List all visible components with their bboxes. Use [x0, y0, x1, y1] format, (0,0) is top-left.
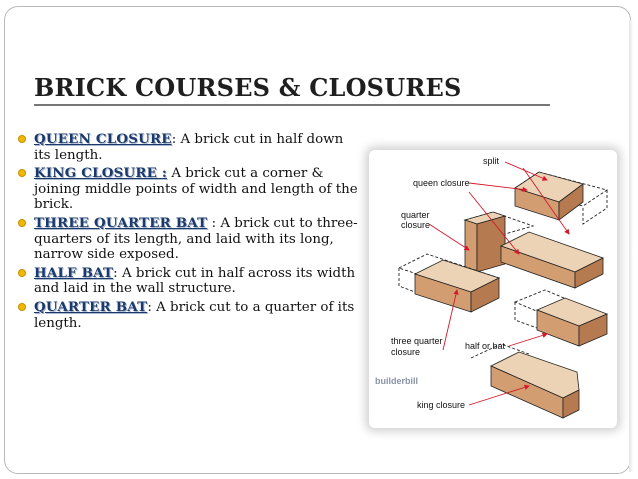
slide-title: BRICK COURSES & CLOSURES: [34, 73, 462, 102]
bullet-dot-icon: [18, 219, 26, 227]
term-label: QUEEN CLOSURE: [34, 131, 172, 147]
bullet-dot-icon: [18, 169, 26, 177]
term-separator: :: [147, 299, 152, 315]
term-definition: A brick cut in half across its width and laid in the wall structure.: [34, 265, 356, 297]
term-definition: A brick cut to three-quarters of its length, and laid with its long, narrow side exposed.: [34, 215, 358, 263]
term-separator: :: [113, 265, 118, 281]
label-quarter-closure: closure: [401, 220, 431, 230]
king-closure-brick: [491, 352, 579, 418]
half-bat-brick: [537, 298, 607, 346]
label-watermark: builderbill: [375, 376, 419, 386]
term-separator: :: [171, 132, 177, 147]
term-label: QUARTER BAT: [34, 298, 148, 315]
term-separator: :: [207, 215, 217, 231]
term-definition: A brick cut a corner & joining middle points of width and length of the brick.: [34, 166, 358, 213]
term-definition: A brick cut to a quarter of its length.: [34, 299, 355, 331]
label-king-closure: king closure: [417, 400, 466, 410]
label-three-quarter-closure: closure: [391, 347, 421, 357]
diagram-svg: [369, 150, 617, 428]
term-separator: :: [161, 165, 168, 182]
bullet-king-closure: [18, 166, 358, 213]
label-three-quarter: three quarter: [391, 336, 443, 346]
term-label: HALF BAT: [34, 264, 114, 281]
term-label: THREE QUARTER BAT: [34, 214, 208, 231]
full-brick: [501, 232, 603, 288]
slide-shadow: [629, 20, 633, 472]
bullet-dot-icon: [18, 135, 26, 143]
quarter-closure-brick: [465, 212, 505, 272]
bullet-half-bat: [18, 266, 358, 297]
label-queen-closure: queen closure: [413, 178, 470, 188]
term-definition: A brick cut in half down its length.: [34, 132, 344, 163]
bullet-queen-closure: [18, 132, 358, 163]
label-half-bat: half or bat: [465, 341, 506, 351]
label-quarter: quarter: [401, 210, 430, 220]
bullet-three-quarter-bat: [18, 216, 358, 263]
term-label: KING CLOSURE: [34, 165, 162, 182]
bullet-dot-icon: [18, 269, 26, 277]
queen-closure-brick: [515, 172, 583, 220]
label-split: split: [483, 156, 500, 166]
brick-closures-diagram: [369, 150, 617, 428]
bullet-list: [18, 132, 358, 334]
title-underline: [34, 104, 550, 106]
bullet-quarter-bat: [18, 300, 358, 331]
bullet-dot-icon: [18, 303, 26, 311]
